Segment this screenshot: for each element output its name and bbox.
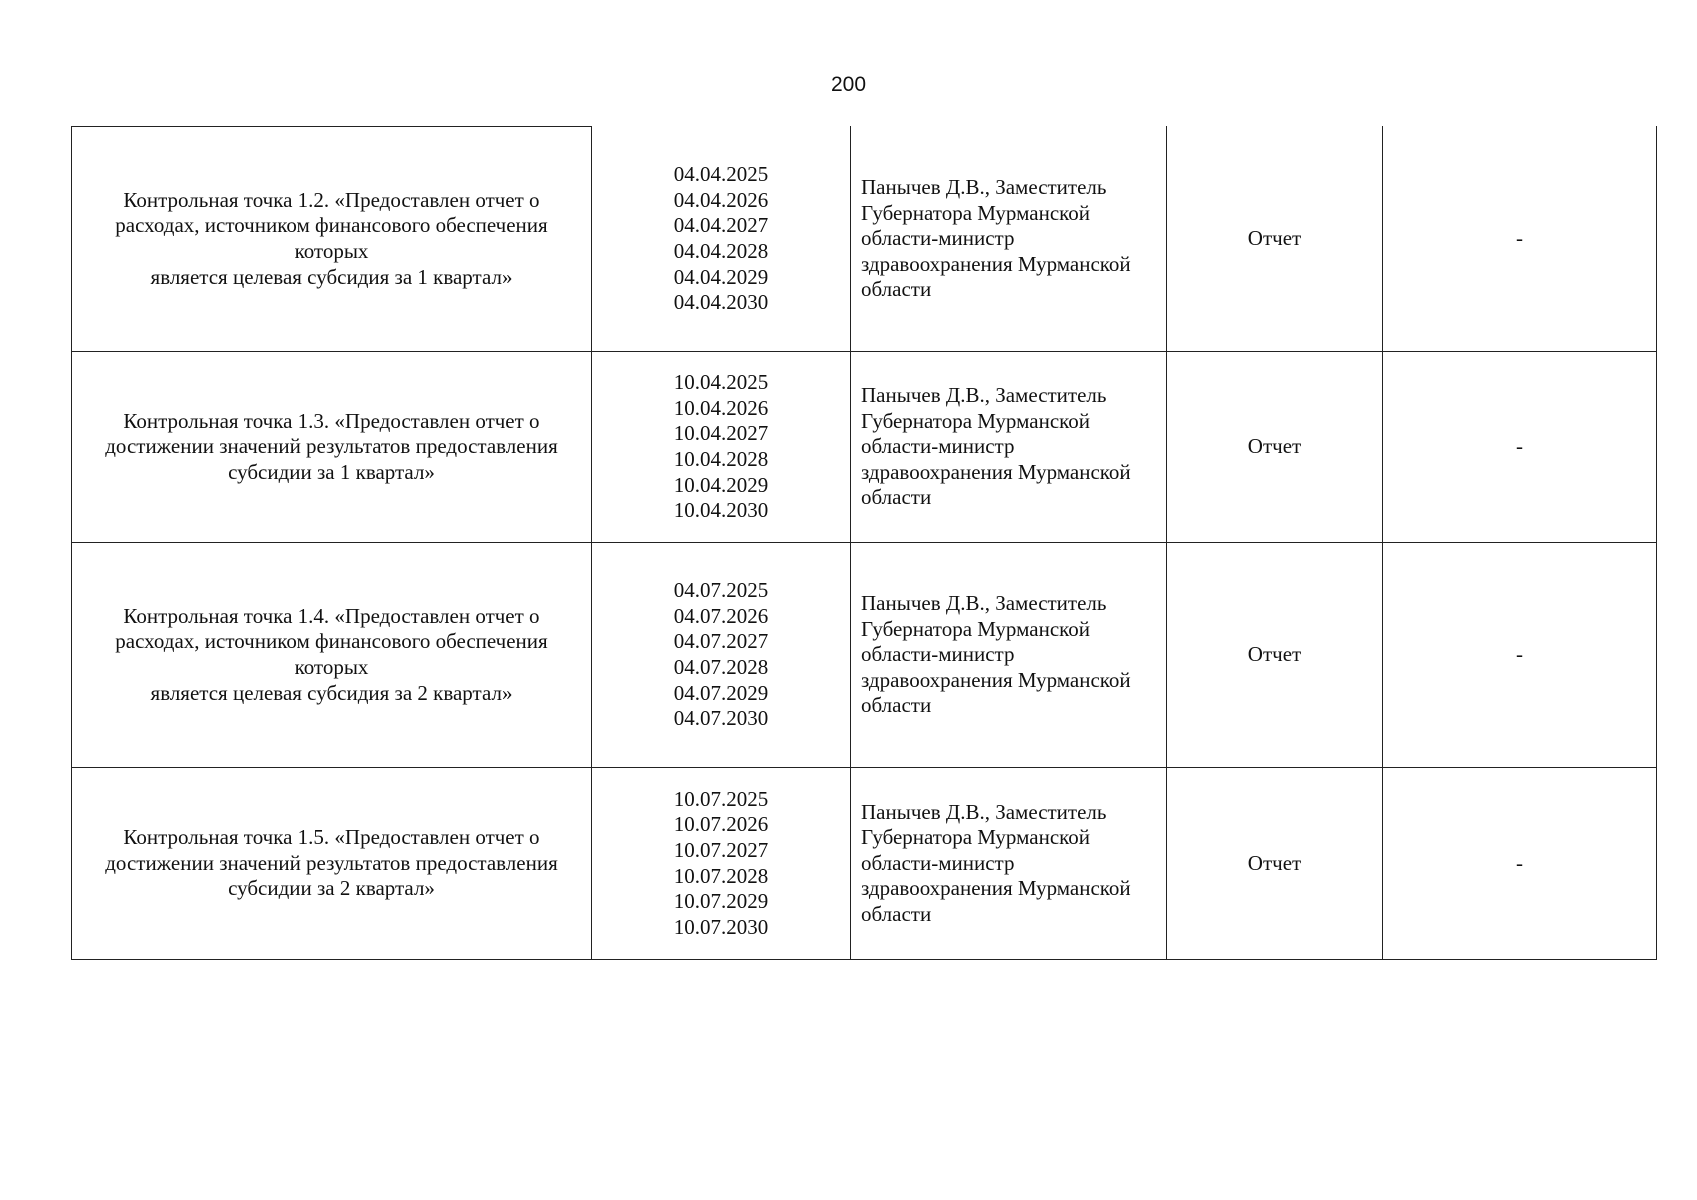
table-row bbox=[72, 352, 1657, 543]
document-type: Отчет bbox=[1167, 543, 1383, 768]
document-type: Отчет bbox=[1167, 768, 1383, 960]
table-row bbox=[72, 768, 1657, 960]
control-point-dates: 04.04.2025 04.04.2026 04.04.2027 04.04.2028 04.04.2029 04.04.2030 bbox=[592, 127, 851, 352]
control-point-dates: 04.07.2025 04.07.2026 04.07.2027 04.07.2028 04.07.2029 04.07.2030 bbox=[592, 543, 851, 768]
note-cell: - bbox=[1383, 127, 1657, 352]
control-point-dates: 10.07.2025 10.07.2026 10.07.2027 10.07.2028 10.07.2029 10.07.2030 bbox=[592, 768, 851, 960]
responsible-person: Панычев Д.В., Заместитель Губернатора Мурманской области-министр здравоохранения Мурманской области bbox=[851, 352, 1167, 543]
control-point-description: Контрольная точка 1.4. «Предоставлен отчет о расходах, источником финансового обеспечения которых является целевая субсидия за 2 квартал» bbox=[72, 543, 592, 768]
responsible-person: Панычев Д.В., Заместитель Губернатора Мурманской области-министр здравоохранения Мурманской области bbox=[851, 543, 1167, 768]
control-point-description: Контрольная точка 1.3. «Предоставлен отчет о достижении значений результатов предоставления субсидии за 1 квартал» bbox=[72, 352, 592, 543]
note-cell: - bbox=[1383, 543, 1657, 768]
control-point-description: Контрольная точка 1.2. «Предоставлен отчет о расходах, источником финансового обеспечения которых является целевая субсидия за 1 квартал» bbox=[72, 127, 592, 352]
note-cell: - bbox=[1383, 352, 1657, 543]
control-point-dates: 10.04.2025 10.04.2026 10.04.2027 10.04.2028 10.04.2029 10.04.2030 bbox=[592, 352, 851, 543]
responsible-person: Панычев Д.В., Заместитель Губернатора Мурманской области-министр здравоохранения Мурманской области bbox=[851, 127, 1167, 352]
page-number: 200 bbox=[830, 73, 867, 96]
control-points-table bbox=[71, 126, 1657, 960]
document-type: Отчет bbox=[1167, 352, 1383, 543]
note-cell: - bbox=[1383, 768, 1657, 960]
control-point-description: Контрольная точка 1.5. «Предоставлен отчет о достижении значений результатов предоставления субсидии за 2 квартал» bbox=[72, 768, 592, 960]
responsible-person: Панычев Д.В., Заместитель Губернатора Мурманской области-министр здравоохранения Мурманской области bbox=[851, 768, 1167, 960]
table-row bbox=[72, 543, 1657, 768]
table-row bbox=[72, 127, 1657, 352]
document-type: Отчет bbox=[1167, 127, 1383, 352]
